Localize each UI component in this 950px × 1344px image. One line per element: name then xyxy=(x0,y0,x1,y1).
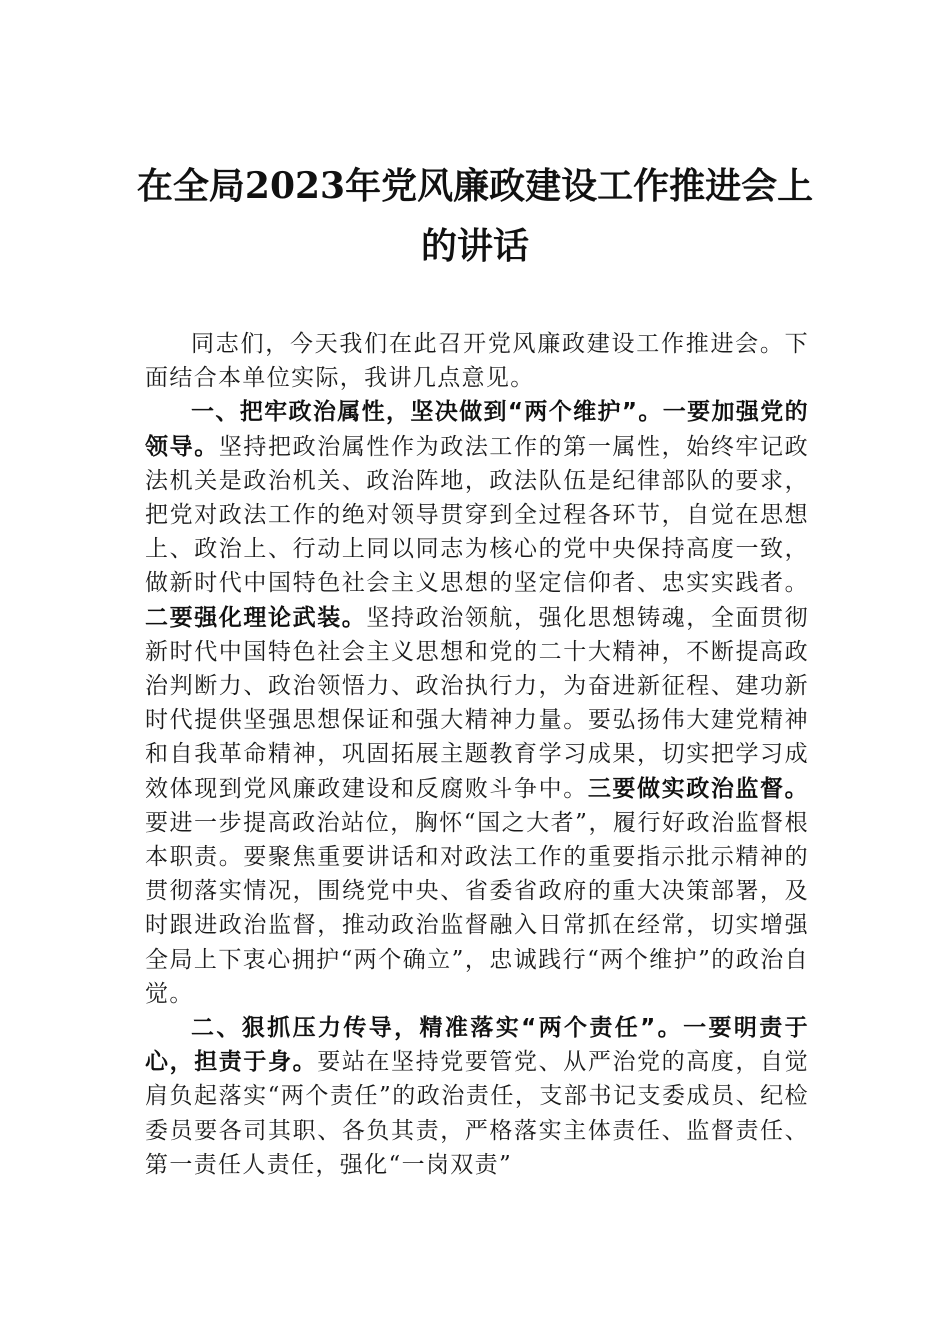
section-heading: 二、狠抓压力传导，精准落实“两个责任”。一要明责于心，担责于身。 xyxy=(145,1015,809,1076)
document-body xyxy=(145,327,809,1182)
section-heading: 一、把牢政治属性，坚决做到“两个维护”。一要加强党的领导。 xyxy=(145,399,809,460)
paragraph-section-2 xyxy=(145,1011,809,1182)
document-title xyxy=(120,156,830,276)
text-segment: 同志们，今天我们在此召开党风廉政建设工作推进会。下面结合本单位实际，我讲几点意见。 xyxy=(145,331,809,392)
text-segment: 要站在坚持党要管党、从严治党的高度，自觉肩负起落实“两个责任”的政治责任，支部书记支委成员、纪检委员要各司其职、各负其责，严格落实主体责任、监督责任、第一责任人责任，强化“一岗双责” xyxy=(145,1049,810,1178)
text-segment: 要进一步提高政治站位，胸怀“国之大者”，履行好政治监督根本职责。要聚焦重要讲话和对政法工作的重要指示批示精神的贯彻落实情况，围绕党中央、省委省政府的重大决策部署，及时跟进政治监督，推动政治监督融入日常抓在经常，切实增强全局上下衷心拥护“两个确立”，忠诚践行“两个维护”的政治自觉。 xyxy=(145,809,809,1007)
title-line-1: 在全局2023年党风廉政建设工作推进会上 xyxy=(136,165,814,207)
subsection-heading: 三要做实政治监督。 xyxy=(587,775,809,802)
subsection-heading: 二要强化理论武装。 xyxy=(145,604,367,631)
paragraph-section-1 xyxy=(145,395,809,1011)
title-line-2: 的讲话 xyxy=(420,225,529,267)
paragraph-intro xyxy=(145,327,809,395)
text-segment: 坚持把政治属性作为政法工作的第一属性，始终牢记政法机关是政治机关、政治阵地，政法队伍是纪律部队的要求，把党对政法工作的绝对领导贯穿到全过程各环节，自觉在思想上、政治上、行动上同以同志为核心的党中央保持高度一致，做新时代中国特色社会主义思想的坚定信仰者、忠实实践者。 xyxy=(145,433,809,597)
text-segment: 坚持政治领航，强化思想铸魂，全面贯彻新时代中国特色社会主义思想和党的二十大精神，不断提高政治判断力、政治领悟力、政治执行力，为奋进新征程、建功新时代提供坚强思想保证和强大精神力量。要弘扬伟大建党精神和自我革命精神，巩固拓展主题教育学习成果，切实把学习成效体现到党风廉政建设和反腐败斗争中。 xyxy=(145,604,809,802)
